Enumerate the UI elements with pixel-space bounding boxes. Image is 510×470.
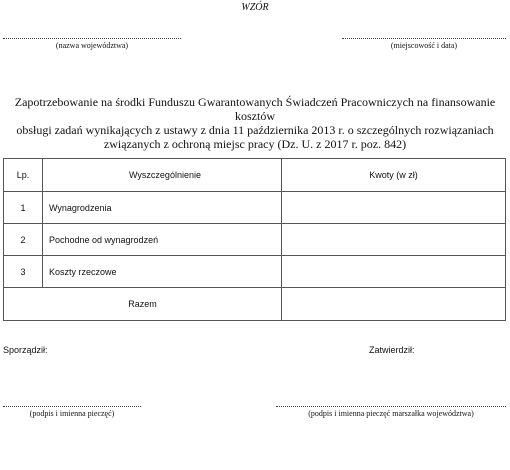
- place-date-caption: (miejscowość i data): [390, 41, 458, 50]
- total-label: Razem: [4, 288, 282, 321]
- document-title-line-2: obsługi zadań wynikających z ustawy z dnia 11 października 2013 r. o szczególnych rozwiązaniach: [16, 123, 494, 137]
- row-amount: [282, 224, 506, 256]
- template-label: WZÓR: [241, 2, 269, 13]
- table-row: [4, 256, 506, 288]
- right-signature-line: [276, 406, 506, 407]
- province-name-line: [3, 38, 181, 39]
- header-amount: Kwoty (w zł): [282, 159, 506, 192]
- row-item: Pochodne od wynagrodzeń: [43, 224, 282, 256]
- cost-table: [3, 158, 506, 321]
- header-lp: Lp.: [4, 159, 43, 192]
- table-row: [4, 192, 506, 224]
- document-title: [0, 95, 510, 151]
- row-amount: [282, 256, 506, 288]
- left-signature-line: [3, 406, 141, 407]
- right-signature-caption: (podpis i imienna pieczęć marszałka województwa): [308, 409, 474, 418]
- approved-by-label: Zatwierdził:: [369, 345, 415, 355]
- row-item: Koszty rzeczowe: [43, 256, 282, 288]
- document-title-line-3: związanych z ochroną miejsc pracy (Dz. U. z 2017 r. poz. 842): [103, 137, 407, 151]
- row-lp: 1: [4, 192, 43, 224]
- document-title-line-1: Zapotrzebowanie na środki Funduszu Gwarantowanych Świadczeń Pracowniczych na finansowanie kosztów: [14, 95, 496, 123]
- table-header-row: [4, 159, 506, 192]
- table-total-row: [4, 288, 506, 321]
- left-signature-caption: (podpis i imienna pieczęć): [29, 409, 115, 418]
- row-lp: 3: [4, 256, 43, 288]
- row-amount: [282, 192, 506, 224]
- header-item: Wyszczególnienie: [43, 159, 282, 192]
- row-lp: 2: [4, 224, 43, 256]
- total-amount: [282, 288, 506, 321]
- prepared-by-label: Sporządził:: [3, 345, 48, 355]
- table-row: [4, 224, 506, 256]
- place-date-line: [342, 38, 506, 39]
- province-name-caption: (nazwa województwa): [55, 41, 129, 50]
- row-item: Wynagrodzenia: [43, 192, 282, 224]
